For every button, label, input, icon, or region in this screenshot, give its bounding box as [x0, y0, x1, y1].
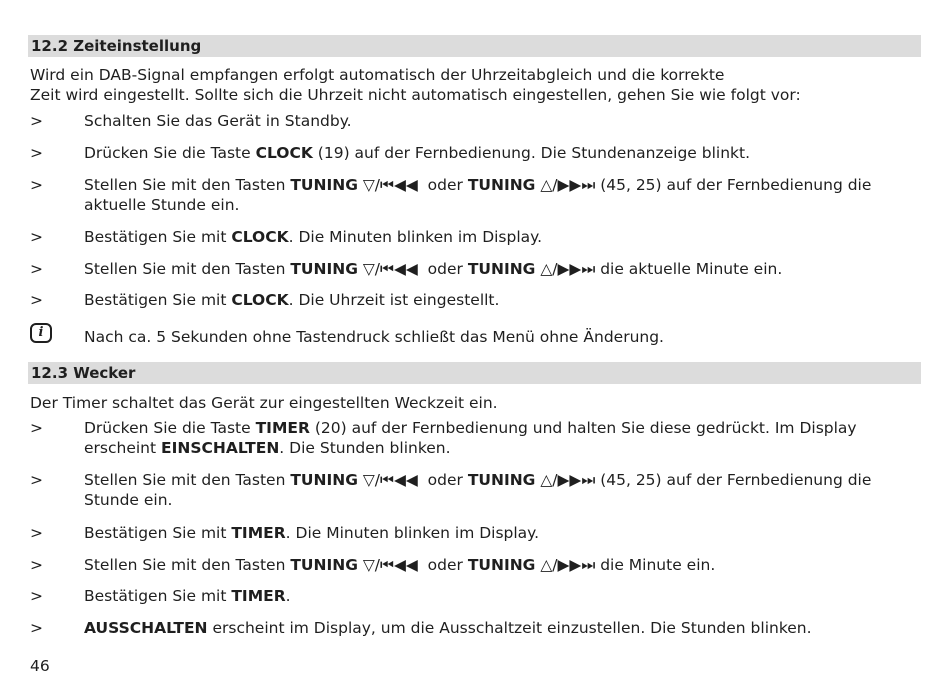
step-text: Schalten Sie das Gerät in Standby. [84, 112, 352, 130]
step-text: Stellen Sie mit den Tasten TUNING ▽/⏮◀◀ oder TUNING △/▶▶⏭ die Minute ein. [84, 556, 716, 574]
step-text: AUSSCHALTEN erscheint im Display, um die Ausschaltzeit einzustellen. Die Stunden blinken. [84, 619, 812, 637]
section-heading-alarm: 12.3 Wecker [28, 362, 921, 384]
bullet-marker: > [30, 112, 43, 130]
step-text: Stellen Sie mit den Tasten TUNING ▽/⏮◀◀ oder TUNING △/▶▶⏭ die aktuelle Minute ein. [84, 260, 783, 278]
bullet-marker: > [30, 176, 43, 194]
bullet-marker: > [30, 524, 43, 542]
step-text: Bestätigen Sie mit CLOCK. Die Uhrzeit ist eingestellt. [84, 291, 500, 309]
bullet-marker: > [30, 260, 43, 278]
note-text: Nach ca. 5 Sekunden ohne Tastendruck schließt das Menü ohne Änderung. [84, 328, 664, 346]
page-number: 46 [30, 657, 50, 675]
step-text: Stellen Sie mit den Tasten TUNING ▽/⏮◀◀ oder TUNING △/▶▶⏭ (45, 25) auf der Fernbedienung die aktuelle Stunde ein. [84, 176, 872, 214]
intro-time-line2: Zeit wird eingestellt. Sollte sich die Uhrzeit nicht automatisch eingestellen, gehen Sie wie folgt vor: [30, 86, 801, 104]
step-text: Drücken Sie die Taste TIMER (20) auf der Fernbedienung und halten Sie diese gedrückt. Im Display erscheint EINSCHALTEN. Die Stunden blinken. [84, 419, 857, 457]
bullet-marker: > [30, 587, 43, 605]
intro-time-line1: Wird ein DAB-Signal empfangen erfolgt automatisch der Uhrzeitabgleich und die korrekte [30, 66, 725, 84]
bullet-marker: > [30, 471, 43, 489]
step-text: Bestätigen Sie mit TIMER. Die Minuten blinken im Display. [84, 524, 540, 542]
info-icon: i [30, 323, 52, 343]
bullet-marker: > [30, 144, 43, 162]
bullet-marker: > [30, 228, 43, 246]
step-text: Drücken Sie die Taste CLOCK (19) auf der Fernbedienung. Die Stundenanzeige blinkt. [84, 144, 751, 162]
section-heading-time: 12.2 Zeiteinstellung [28, 35, 921, 57]
step-text: Stellen Sie mit den Tasten TUNING ▽/⏮◀◀ oder TUNING △/▶▶⏭ (45, 25) auf der Fernbedienung die Stunde ein. [84, 471, 872, 509]
bullet-marker: > [30, 619, 43, 637]
bullet-marker: > [30, 291, 43, 309]
bullet-marker: > [30, 419, 43, 437]
bullet-marker: > [30, 556, 43, 574]
step-text: Bestätigen Sie mit CLOCK. Die Minuten blinken im Display. [84, 228, 543, 246]
intro-alarm: Der Timer schaltet das Gerät zur eingestellten Weckzeit ein. [30, 394, 498, 412]
step-text: Bestätigen Sie mit TIMER. [84, 587, 291, 605]
